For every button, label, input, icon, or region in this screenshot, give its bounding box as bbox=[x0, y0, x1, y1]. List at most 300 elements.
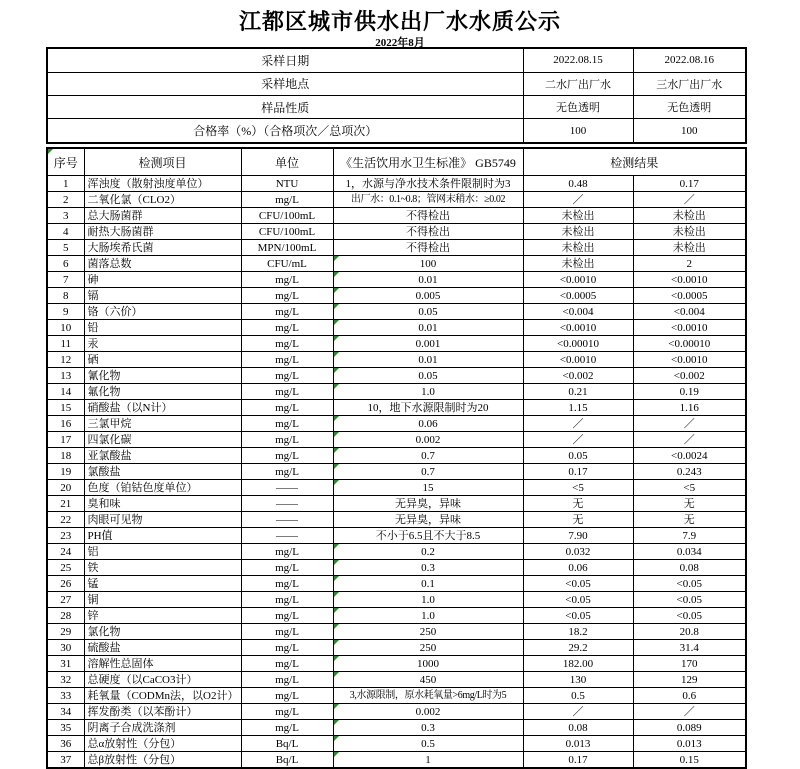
item-name: 铅 bbox=[84, 320, 241, 336]
result-plant3: <0.0005 bbox=[633, 288, 746, 304]
item-unit: —— bbox=[241, 496, 333, 512]
error-marker-icon bbox=[334, 256, 339, 261]
table-row bbox=[47, 576, 746, 592]
item-standard: 0.06 bbox=[333, 416, 523, 432]
item-unit: mg/L bbox=[241, 400, 333, 416]
table-row bbox=[47, 496, 746, 512]
result-plant3: <0.004 bbox=[633, 304, 746, 320]
result-plant2: 0.032 bbox=[523, 544, 633, 560]
table-row bbox=[47, 704, 746, 720]
row-index: 24 bbox=[47, 544, 84, 560]
error-marker-icon bbox=[334, 624, 339, 629]
summary-value: 100 bbox=[633, 119, 746, 143]
error-marker-icon bbox=[334, 592, 339, 597]
main-table-header-row bbox=[47, 148, 746, 176]
table-row bbox=[47, 192, 746, 208]
item-standard: 0.1 bbox=[333, 576, 523, 592]
row-index: 22 bbox=[47, 512, 84, 528]
item-unit: mg/L bbox=[241, 592, 333, 608]
item-unit: mg/L bbox=[241, 576, 333, 592]
table-row bbox=[47, 528, 746, 544]
result-plant3: ／ bbox=[633, 192, 746, 208]
item-name: 阴离子合成洗涤剂 bbox=[84, 720, 241, 736]
item-name: 铝 bbox=[84, 544, 241, 560]
item-name: 总β放射性（分包） bbox=[84, 752, 241, 769]
error-marker-icon bbox=[334, 480, 339, 485]
item-name: 硒 bbox=[84, 352, 241, 368]
col-header-result: 检测结果 bbox=[523, 148, 746, 176]
row-index: 35 bbox=[47, 720, 84, 736]
table-row bbox=[47, 208, 746, 224]
item-standard: 无异臭，异味 bbox=[333, 496, 523, 512]
row-index: 1 bbox=[47, 176, 84, 192]
result-plant2: 无 bbox=[523, 512, 633, 528]
item-standard: 0.01 bbox=[333, 320, 523, 336]
result-plant3: 0.034 bbox=[633, 544, 746, 560]
result-plant2: 0.21 bbox=[523, 384, 633, 400]
item-standard: 0.001 bbox=[333, 336, 523, 352]
col-header-index-label: 序号 bbox=[53, 155, 78, 170]
error-marker-icon bbox=[334, 544, 339, 549]
item-standard: 不得检出 bbox=[333, 208, 523, 224]
item-name: 铁 bbox=[84, 560, 241, 576]
summary-value: 100 bbox=[523, 119, 633, 143]
result-plant2: 0.17 bbox=[523, 752, 633, 769]
result-plant3: <0.0010 bbox=[633, 272, 746, 288]
item-unit: mg/L bbox=[241, 272, 333, 288]
col-header-standard: 《生活饮用水卫生标准》 GB5749 bbox=[333, 148, 523, 176]
item-name: PH值 bbox=[84, 528, 241, 544]
table-row bbox=[47, 480, 746, 496]
item-unit: mg/L bbox=[241, 544, 333, 560]
table-row bbox=[47, 256, 746, 272]
summary-row-label: 采样日期 bbox=[47, 48, 523, 72]
row-index: 36 bbox=[47, 736, 84, 752]
result-plant2: <0.00010 bbox=[523, 336, 633, 352]
row-index: 2 bbox=[47, 192, 84, 208]
summary-row-sample-property bbox=[47, 95, 746, 118]
item-standard: 0.005 bbox=[333, 288, 523, 304]
item-unit: mg/L bbox=[241, 688, 333, 704]
item-unit: CFU/mL bbox=[241, 256, 333, 272]
summary-table bbox=[46, 47, 747, 144]
result-plant2: <0.05 bbox=[523, 576, 633, 592]
result-plant3: 0.17 bbox=[633, 176, 746, 192]
row-index: 28 bbox=[47, 608, 84, 624]
result-plant2: 无 bbox=[523, 496, 633, 512]
item-name: 铬（六价） bbox=[84, 304, 241, 320]
error-marker-icon bbox=[334, 416, 339, 421]
result-plant2: 未检出 bbox=[523, 224, 633, 240]
summary-row-pass-rate bbox=[47, 119, 746, 143]
result-plant3: <0.00010 bbox=[633, 336, 746, 352]
summary-value: 无色透明 bbox=[523, 95, 633, 118]
item-unit: mg/L bbox=[241, 464, 333, 480]
result-plant2: 18.2 bbox=[523, 624, 633, 640]
result-plant2: ／ bbox=[523, 704, 633, 720]
table-row bbox=[47, 448, 746, 464]
error-marker-icon bbox=[334, 432, 339, 437]
result-plant3: 0.089 bbox=[633, 720, 746, 736]
item-name: 砷 bbox=[84, 272, 241, 288]
item-name: 氰化物 bbox=[84, 368, 241, 384]
result-plant2: <5 bbox=[523, 480, 633, 496]
result-plant3: <0.05 bbox=[633, 592, 746, 608]
result-plant3: <0.0010 bbox=[633, 320, 746, 336]
item-name: 总硬度（以CaCO3计） bbox=[84, 672, 241, 688]
item-standard: 不得检出 bbox=[333, 224, 523, 240]
row-index: 7 bbox=[47, 272, 84, 288]
item-name: 亚氯酸盐 bbox=[84, 448, 241, 464]
item-standard: 0.2 bbox=[333, 544, 523, 560]
item-unit: mg/L bbox=[241, 192, 333, 208]
table-row bbox=[47, 272, 746, 288]
row-index: 37 bbox=[47, 752, 84, 769]
item-standard: 0.3 bbox=[333, 560, 523, 576]
item-unit: CFU/100mL bbox=[241, 208, 333, 224]
item-standard: 0.002 bbox=[333, 704, 523, 720]
error-marker-icon bbox=[334, 464, 339, 469]
summary-row-label: 采样地点 bbox=[47, 72, 523, 95]
item-unit: mg/L bbox=[241, 432, 333, 448]
item-standard: 1.0 bbox=[333, 608, 523, 624]
main-table-body bbox=[47, 176, 746, 769]
row-index: 14 bbox=[47, 384, 84, 400]
result-plant3: 0.08 bbox=[633, 560, 746, 576]
result-plant2: <0.0005 bbox=[523, 288, 633, 304]
row-index: 18 bbox=[47, 448, 84, 464]
result-plant2: 182.00 bbox=[523, 656, 633, 672]
error-marker-icon bbox=[334, 656, 339, 661]
item-name: 肉眼可见物 bbox=[84, 512, 241, 528]
item-name: 三氯甲烷 bbox=[84, 416, 241, 432]
result-plant3: <0.002 bbox=[633, 368, 746, 384]
item-name: 氟化物 bbox=[84, 384, 241, 400]
item-unit: mg/L bbox=[241, 608, 333, 624]
result-plant3: <0.05 bbox=[633, 576, 746, 592]
error-marker-icon bbox=[48, 149, 53, 154]
item-standard: 1.0 bbox=[333, 592, 523, 608]
item-name: 四氯化碳 bbox=[84, 432, 241, 448]
result-plant3: 0.19 bbox=[633, 384, 746, 400]
item-name: 总α放射性（分包） bbox=[84, 736, 241, 752]
item-unit: —— bbox=[241, 528, 333, 544]
result-plant3: 0.013 bbox=[633, 736, 746, 752]
item-standard: 0.01 bbox=[333, 352, 523, 368]
row-index: 3 bbox=[47, 208, 84, 224]
error-marker-icon bbox=[334, 720, 339, 725]
error-marker-icon bbox=[334, 640, 339, 645]
row-index: 9 bbox=[47, 304, 84, 320]
result-plant2: 1.15 bbox=[523, 400, 633, 416]
result-plant3: 无 bbox=[633, 496, 746, 512]
row-index: 33 bbox=[47, 688, 84, 704]
table-row bbox=[47, 624, 746, 640]
row-index: 12 bbox=[47, 352, 84, 368]
result-plant3: 170 bbox=[633, 656, 746, 672]
item-standard: 1，水源与净水技术条件限制时为3 bbox=[333, 176, 523, 192]
item-standard: 0.05 bbox=[333, 368, 523, 384]
table-row bbox=[47, 240, 746, 256]
result-plant3: ／ bbox=[633, 416, 746, 432]
item-unit: —— bbox=[241, 480, 333, 496]
result-plant3: 未检出 bbox=[633, 240, 746, 256]
row-index: 6 bbox=[47, 256, 84, 272]
result-plant3: 31.4 bbox=[633, 640, 746, 656]
error-marker-icon bbox=[334, 736, 339, 741]
item-name: 镉 bbox=[84, 288, 241, 304]
result-plant2: 0.05 bbox=[523, 448, 633, 464]
result-plant2: <0.002 bbox=[523, 368, 633, 384]
error-marker-icon bbox=[334, 672, 339, 677]
table-row bbox=[47, 352, 746, 368]
item-name: 色度（铂钴色度单位） bbox=[84, 480, 241, 496]
item-unit: Bq/L bbox=[241, 736, 333, 752]
item-name: 浑浊度（散射浊度单位） bbox=[84, 176, 241, 192]
table-row bbox=[47, 400, 746, 416]
result-plant2: 0.17 bbox=[523, 464, 633, 480]
result-plant2: 0.5 bbox=[523, 688, 633, 704]
item-name: 臭和味 bbox=[84, 496, 241, 512]
table-row bbox=[47, 416, 746, 432]
result-plant3: ／ bbox=[633, 704, 746, 720]
result-plant3: <0.0010 bbox=[633, 352, 746, 368]
error-marker-icon bbox=[334, 336, 339, 341]
table-row bbox=[47, 720, 746, 736]
row-index: 34 bbox=[47, 704, 84, 720]
result-plant2: <0.0010 bbox=[523, 272, 633, 288]
item-standard: 1.0 bbox=[333, 384, 523, 400]
item-standard: 250 bbox=[333, 640, 523, 656]
item-unit: mg/L bbox=[241, 320, 333, 336]
result-plant2: <0.004 bbox=[523, 304, 633, 320]
result-plant2: ／ bbox=[523, 432, 633, 448]
item-name: 二氧化氯（CLO2） bbox=[84, 192, 241, 208]
table-row bbox=[47, 512, 746, 528]
result-plant3: 20.8 bbox=[633, 624, 746, 640]
item-standard: 0.7 bbox=[333, 448, 523, 464]
table-row bbox=[47, 288, 746, 304]
item-unit: mg/L bbox=[241, 448, 333, 464]
item-standard: 1000 bbox=[333, 656, 523, 672]
col-header-index bbox=[47, 148, 84, 176]
page-title: 江都区城市供水出厂水水质公示 bbox=[238, 9, 561, 34]
item-name: 硫酸盐 bbox=[84, 640, 241, 656]
item-standard: 100 bbox=[333, 256, 523, 272]
table-row bbox=[47, 336, 746, 352]
item-name: 耐热大肠菌群 bbox=[84, 224, 241, 240]
row-index: 26 bbox=[47, 576, 84, 592]
row-index: 10 bbox=[47, 320, 84, 336]
result-plant2: 未检出 bbox=[523, 256, 633, 272]
item-standard: 15 bbox=[333, 480, 523, 496]
result-plant2: <0.0010 bbox=[523, 320, 633, 336]
error-marker-icon bbox=[334, 448, 339, 453]
item-standard: 0.7 bbox=[333, 464, 523, 480]
table-row bbox=[47, 320, 746, 336]
item-unit: CFU/100mL bbox=[241, 224, 333, 240]
table-row bbox=[47, 544, 746, 560]
row-index: 25 bbox=[47, 560, 84, 576]
item-standard: 不小于6.5且不大于8.5 bbox=[333, 528, 523, 544]
item-unit: mg/L bbox=[241, 560, 333, 576]
item-unit: mg/L bbox=[241, 704, 333, 720]
result-plant3: <0.05 bbox=[633, 608, 746, 624]
error-marker-icon bbox=[334, 304, 339, 309]
item-name: 大肠埃希氏菌 bbox=[84, 240, 241, 256]
summary-row-label: 样品性质 bbox=[47, 95, 523, 118]
result-plant2: ／ bbox=[523, 416, 633, 432]
item-standard: 1 bbox=[333, 752, 523, 769]
row-index: 29 bbox=[47, 624, 84, 640]
summary-value: 2022.08.15 bbox=[523, 48, 633, 72]
result-plant2: <0.05 bbox=[523, 592, 633, 608]
error-marker-icon bbox=[334, 560, 339, 565]
row-index: 20 bbox=[47, 480, 84, 496]
item-standard: 0.3 bbox=[333, 720, 523, 736]
item-standard: 250 bbox=[333, 624, 523, 640]
item-unit: mg/L bbox=[241, 288, 333, 304]
result-plant2: 7.90 bbox=[523, 528, 633, 544]
item-unit: mg/L bbox=[241, 352, 333, 368]
item-unit: MPN/100mL bbox=[241, 240, 333, 256]
result-plant2: ／ bbox=[523, 192, 633, 208]
item-name: 锰 bbox=[84, 576, 241, 592]
result-plant3: ／ bbox=[633, 432, 746, 448]
item-name: 耗氧量（CODMn法，以O2计） bbox=[84, 688, 241, 704]
summary-value: 三水厂出厂水 bbox=[633, 72, 746, 95]
result-plant3: 7.9 bbox=[633, 528, 746, 544]
item-unit: mg/L bbox=[241, 624, 333, 640]
table-row bbox=[47, 176, 746, 192]
table-row bbox=[47, 304, 746, 320]
item-name: 挥发酚类（以苯酚计） bbox=[84, 704, 241, 720]
error-marker-icon bbox=[334, 288, 339, 293]
row-index: 31 bbox=[47, 656, 84, 672]
page-subtitle: 2022年8月 bbox=[375, 37, 425, 49]
result-plant2: <0.05 bbox=[523, 608, 633, 624]
result-plant3: 未检出 bbox=[633, 208, 746, 224]
table-row bbox=[47, 432, 746, 448]
row-index: 15 bbox=[47, 400, 84, 416]
result-plant3: <0.0024 bbox=[633, 448, 746, 464]
item-name: 铜 bbox=[84, 592, 241, 608]
row-index: 27 bbox=[47, 592, 84, 608]
item-standard: 0.01 bbox=[333, 272, 523, 288]
result-plant3: 0.243 bbox=[633, 464, 746, 480]
table-row bbox=[47, 688, 746, 704]
result-plant2: 0.48 bbox=[523, 176, 633, 192]
item-unit: mg/L bbox=[241, 720, 333, 736]
row-index: 21 bbox=[47, 496, 84, 512]
item-standard: 3,水源限制，原水耗氧量>6mg/L时为5 bbox=[333, 688, 523, 704]
result-plant3: 未检出 bbox=[633, 224, 746, 240]
table-row bbox=[47, 640, 746, 656]
error-marker-icon bbox=[334, 704, 339, 709]
col-header-unit: 单位 bbox=[241, 148, 333, 176]
table-row bbox=[47, 464, 746, 480]
row-index: 23 bbox=[47, 528, 84, 544]
result-plant3: 无 bbox=[633, 512, 746, 528]
summary-value: 二水厂出厂水 bbox=[523, 72, 633, 95]
item-standard: 出厂水：0.1~0.8；管网末稍水：≥0.02 bbox=[333, 192, 523, 208]
result-plant2: <0.0010 bbox=[523, 352, 633, 368]
table-row bbox=[47, 672, 746, 688]
result-plant2: 130 bbox=[523, 672, 633, 688]
item-unit: mg/L bbox=[241, 656, 333, 672]
summary-value: 无色透明 bbox=[633, 95, 746, 118]
result-plant3: <5 bbox=[633, 480, 746, 496]
item-unit: mg/L bbox=[241, 368, 333, 384]
item-unit: mg/L bbox=[241, 672, 333, 688]
result-plant3: 0.15 bbox=[633, 752, 746, 769]
summary-row-label: 合格率（%）（合格项次／总项次） bbox=[47, 119, 523, 143]
item-name: 氯酸盐 bbox=[84, 464, 241, 480]
item-unit: —— bbox=[241, 512, 333, 528]
result-plant2: 未检出 bbox=[523, 208, 633, 224]
result-plant2: 0.08 bbox=[523, 720, 633, 736]
table-row bbox=[47, 560, 746, 576]
item-name: 硝酸盐（以N计） bbox=[84, 400, 241, 416]
item-name: 溶解性总固体 bbox=[84, 656, 241, 672]
row-index: 32 bbox=[47, 672, 84, 688]
result-plant3: 129 bbox=[633, 672, 746, 688]
item-standard: 0.5 bbox=[333, 736, 523, 752]
item-standard: 0.002 bbox=[333, 432, 523, 448]
item-unit: mg/L bbox=[241, 336, 333, 352]
item-standard: 0.05 bbox=[333, 304, 523, 320]
result-plant2: 29.2 bbox=[523, 640, 633, 656]
item-unit: mg/L bbox=[241, 304, 333, 320]
result-plant3: 2 bbox=[633, 256, 746, 272]
error-marker-icon bbox=[334, 368, 339, 373]
table-row bbox=[47, 736, 746, 752]
result-plant3: 1.16 bbox=[633, 400, 746, 416]
item-name: 氯化物 bbox=[84, 624, 241, 640]
error-marker-icon bbox=[334, 384, 339, 389]
main-table bbox=[46, 147, 747, 769]
summary-row-sampling-location bbox=[47, 72, 746, 95]
item-unit: Bq/L bbox=[241, 752, 333, 769]
row-index: 19 bbox=[47, 464, 84, 480]
row-index: 5 bbox=[47, 240, 84, 256]
item-unit: mg/L bbox=[241, 640, 333, 656]
result-plant3: 0.6 bbox=[633, 688, 746, 704]
summary-row-sampling-date bbox=[47, 48, 746, 72]
error-marker-icon bbox=[334, 352, 339, 357]
item-standard: 10，地下水源限制时为20 bbox=[333, 400, 523, 416]
table-row bbox=[47, 368, 746, 384]
item-name: 菌落总数 bbox=[84, 256, 241, 272]
row-index: 17 bbox=[47, 432, 84, 448]
error-marker-icon bbox=[334, 576, 339, 581]
table-row bbox=[47, 752, 746, 769]
table-row bbox=[47, 608, 746, 624]
summary-value: 2022.08.16 bbox=[633, 48, 746, 72]
item-standard: 不得检出 bbox=[333, 240, 523, 256]
item-standard: 无异臭，异味 bbox=[333, 512, 523, 528]
error-marker-icon bbox=[334, 752, 339, 757]
row-index: 11 bbox=[47, 336, 84, 352]
table-row bbox=[47, 384, 746, 400]
item-name: 汞 bbox=[84, 336, 241, 352]
error-marker-icon bbox=[334, 320, 339, 325]
item-unit: NTU bbox=[241, 176, 333, 192]
item-unit: mg/L bbox=[241, 384, 333, 400]
result-plant2: 0.013 bbox=[523, 736, 633, 752]
table-row bbox=[47, 224, 746, 240]
item-standard: 450 bbox=[333, 672, 523, 688]
